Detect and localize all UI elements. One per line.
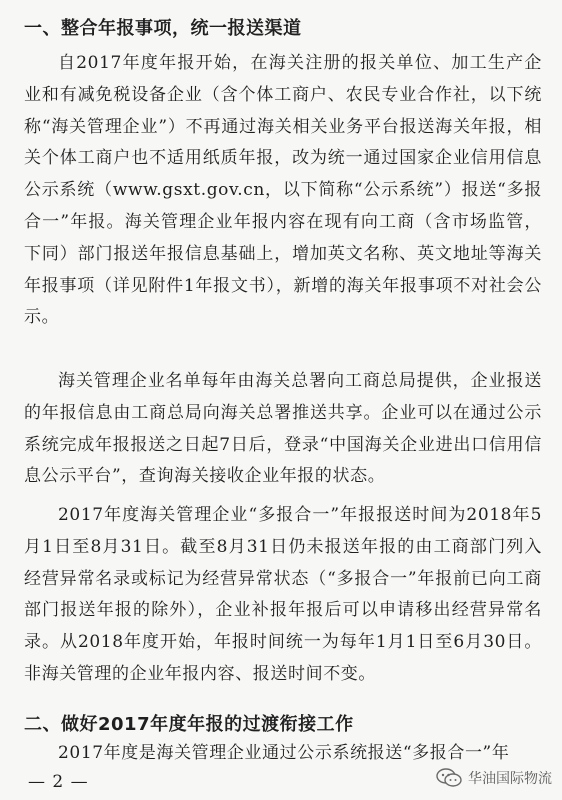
watermark-text: 华油国际物流 xyxy=(468,771,552,787)
section2-heading: 二、做好2017年度年报的过渡衔接工作 xyxy=(24,714,354,735)
paragraph-2: 海关管理企业名单每年由海关总署向工商总局提供，企业报送的年报信息由工商总局向海关总署推送共享。企业可以在通过公示系统完成年报报送之日起7日后，登录“中国海关企业进出口信用信息公示平台”，查询海关接收企业年报的状态。 xyxy=(24,371,542,487)
wechat-watermark xyxy=(436,768,552,788)
paragraph-3: 2017年度海关管理企业“多报合一”年报报送时间为2018年5月1日至8月31日。截至8月31日仍未报送年报的由工商部门列入经营异常名录或标记为经营异常状态（“多报合一”年报前已向工商部门报送年报的除外），企业补报年报后可以申请移出经营异常名录。从2018年度开始，年报时间统一为每年1月1日至6月30日。非海关管理的企业年报内容、报送时间不变。 xyxy=(24,505,542,684)
page-number: — 2 — xyxy=(28,772,89,792)
wechat-icon xyxy=(436,768,462,788)
paragraph-4: 2017年度是海关管理企业通过公示系统报送“多报合一”年 xyxy=(58,743,510,763)
paragraph-1: 自2017年度年报开始，在海关注册的报关单位、加工生产企业和有减免税设备企业（含个体工商户、农民专业合作社，以下统称“海关管理企业”）不再通过海关相关业务平台报送海关年报，相关个体工商户也不适用纸质年报，改为统一通过国家企业信用信息公示系统（www.gsxt.gov.cn，以下简称“公示系统”）报送“多报合一”年报。海关管理企业年报内容在现有向工商（含市场监管，下同）部门报送年报信息基础上，增加英文名称、英文地址等海关年报事项（详见附件1年报文书），新增的海关年报事项不对社会公示。 xyxy=(24,53,542,328)
section1-heading: 一、整合年报事项，统一报送渠道 xyxy=(24,18,302,39)
